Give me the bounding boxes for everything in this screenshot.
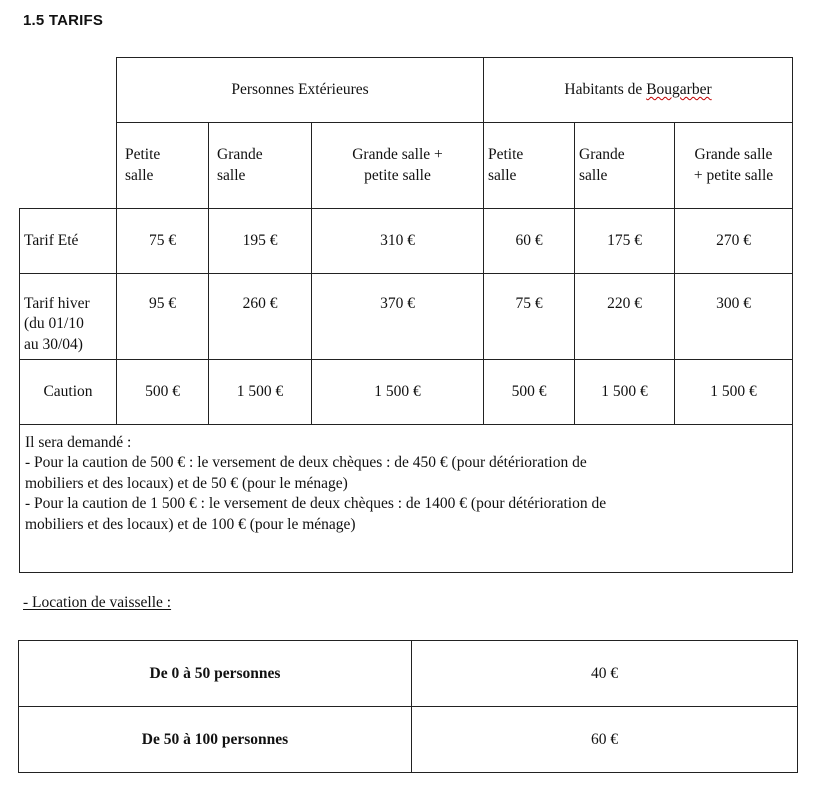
col-header-line: Grande salle bbox=[694, 146, 773, 164]
note-line: Il sera demandé : bbox=[25, 434, 132, 451]
price-cell: 60 € bbox=[484, 209, 575, 274]
col-header-line: salle bbox=[125, 166, 154, 184]
price-cell: 175 € bbox=[575, 209, 675, 274]
habitants-prefix: Habitants de bbox=[564, 80, 647, 98]
price-cell: 195 € bbox=[209, 209, 312, 274]
price-cell: 300 € bbox=[675, 274, 793, 360]
price-cell: 310 € bbox=[312, 209, 484, 274]
habitants-town: Bougarber bbox=[646, 80, 712, 98]
note-line: - Pour la caution de 1 500 € : le versement de deux chèques : de 1400 € (pour détérioration de bbox=[25, 495, 607, 513]
vaisselle-range-label: De 50 à 100 personnes bbox=[19, 707, 412, 773]
row-label-line: (du 01/10 bbox=[24, 315, 84, 333]
col-header-hab-petite bbox=[484, 123, 575, 209]
price-cell: 1 500 € bbox=[675, 360, 793, 425]
col-header-line: petite salle bbox=[364, 166, 431, 184]
price-cell: 220 € bbox=[575, 274, 675, 360]
row-label-line: au 30/04) bbox=[24, 335, 83, 353]
col-header-line: Grande bbox=[579, 146, 625, 164]
group-header-habitants bbox=[484, 58, 793, 123]
row-label-tarif-hiver bbox=[20, 274, 117, 360]
row-label-caution: Caution bbox=[20, 360, 117, 425]
col-header-line: + petite salle bbox=[693, 166, 774, 184]
note-line: mobiliers et des locaux) et de 100 € (pour le ménage) bbox=[25, 515, 356, 533]
price-cell: 500 € bbox=[117, 360, 209, 425]
price-cell: 1 500 € bbox=[312, 360, 484, 425]
vaisselle-heading: - Location de vaisselle : bbox=[23, 594, 172, 611]
vaisselle-price: 40 € bbox=[412, 641, 798, 707]
col-header-hab-grande bbox=[575, 123, 675, 209]
empty-corner-cell bbox=[20, 123, 117, 209]
row-label-tarif-ete: Tarif Eté bbox=[20, 209, 117, 274]
col-header-line: salle bbox=[579, 166, 608, 184]
price-cell: 270 € bbox=[675, 209, 793, 274]
price-cell: 75 € bbox=[117, 209, 209, 274]
col-header-ext-both bbox=[312, 123, 484, 209]
col-header-line: salle bbox=[488, 166, 517, 184]
col-header-line: Petite bbox=[488, 146, 524, 164]
col-header-ext-grande bbox=[209, 123, 312, 209]
section-heading: 1.5 TARIFS bbox=[23, 12, 104, 29]
price-cell: 75 € bbox=[484, 274, 575, 360]
col-header-hab-both bbox=[675, 123, 793, 209]
tarifs-table bbox=[19, 57, 793, 573]
caution-note bbox=[20, 425, 793, 573]
note-line: mobiliers et des locaux) et de 50 € (pour le ménage) bbox=[25, 474, 348, 492]
col-header-ext-petite bbox=[117, 123, 209, 209]
col-header-line: salle bbox=[217, 166, 246, 184]
price-cell: 1 500 € bbox=[209, 360, 312, 425]
col-header-line: Grande bbox=[217, 146, 263, 164]
empty-corner-cell bbox=[20, 58, 117, 123]
group-header-exterieurs: Personnes Extérieures bbox=[117, 58, 484, 123]
col-header-line: Grande salle + bbox=[352, 146, 443, 164]
row-label-line: Tarif hiver bbox=[24, 295, 90, 312]
vaisselle-price: 60 € bbox=[412, 707, 798, 773]
price-cell: 1 500 € bbox=[575, 360, 675, 425]
vaisselle-table bbox=[18, 640, 798, 773]
note-line: - Pour la caution de 500 € : le versement de deux chèques : de 450 € (pour détérioration de bbox=[25, 454, 587, 472]
col-header-line: Petite bbox=[125, 146, 161, 164]
price-cell: 370 € bbox=[312, 274, 484, 360]
vaisselle-range-label: De 0 à 50 personnes bbox=[19, 641, 412, 707]
price-cell: 95 € bbox=[117, 274, 209, 360]
price-cell: 500 € bbox=[484, 360, 575, 425]
price-cell: 260 € bbox=[209, 274, 312, 360]
